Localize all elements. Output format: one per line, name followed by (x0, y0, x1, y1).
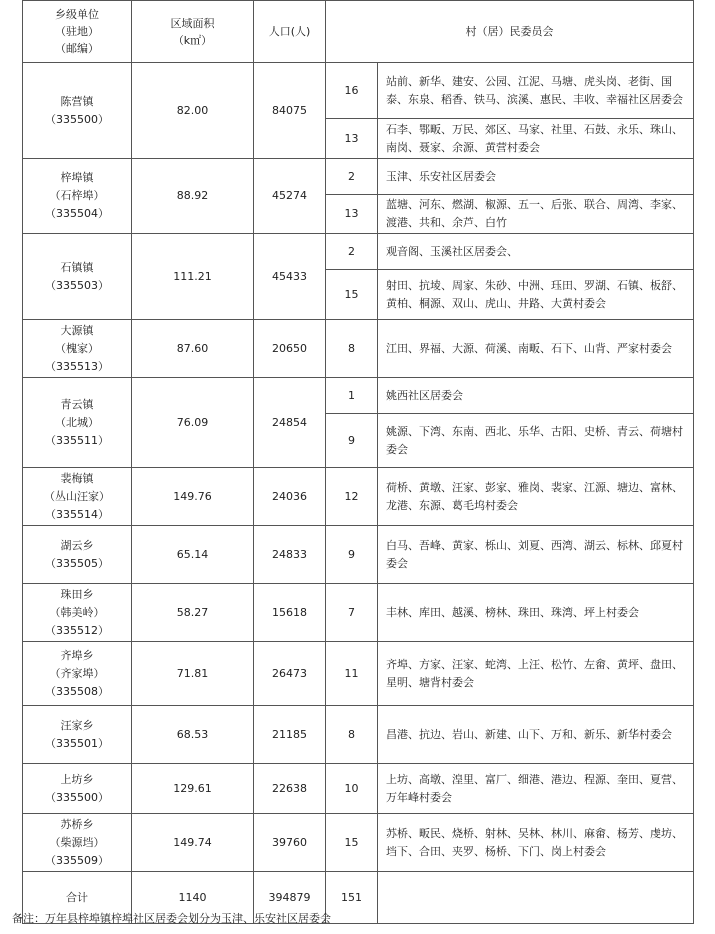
township-cell (23, 814, 132, 872)
committee-count-cell: 12 (326, 468, 378, 526)
header-unit (23, 1, 132, 63)
area-cell: 65.14 (132, 526, 254, 584)
township-seat: （槐家） (55, 341, 99, 355)
table-row (23, 468, 694, 526)
committee-list-cell: 站前、新华、建安、公园、江泥、马塘、虎头岗、老街、国泰、东泉、稻香、铁马、滨溪、惠民、丰收、幸福社区居委会 (378, 63, 694, 119)
committee-list-cell: 蓝塘、河东、燃湖、椒源、五一、后张、联合、周湾、李家、渡港、共和、余芦、白竹 (378, 195, 694, 234)
township-postcode: （335514） (45, 507, 109, 521)
township-postcode: （335512） (45, 623, 109, 637)
township-cell (23, 320, 132, 378)
total-count: 151 (326, 872, 378, 924)
township-name: 陈营镇 (60, 94, 94, 108)
township-cell (23, 159, 132, 234)
header-row (23, 1, 694, 63)
committee-list-cell: 齐埠、方家、汪家、蛇湾、上汪、松竹、左畲、黄坪、盘田、星明、塘背村委会 (378, 642, 694, 706)
total-population: 394879 (254, 872, 326, 924)
committee-list-cell: 观音阁、玉溪社区居委会、 (378, 234, 694, 270)
table-row (23, 63, 694, 119)
total-label: 合计 (23, 872, 132, 924)
township-postcode: （335500） (45, 790, 109, 804)
committee-count-cell: 10 (326, 764, 378, 814)
area-cell: 76.09 (132, 378, 254, 468)
table-row (23, 814, 694, 872)
committee-count-cell: 2 (326, 234, 378, 270)
table-row (23, 584, 694, 642)
population-cell: 39760 (254, 814, 326, 872)
table-row (23, 159, 694, 195)
total-area: 1140 (132, 872, 254, 924)
population-cell: 24833 (254, 526, 326, 584)
township-seat: （柴源垱） (49, 835, 105, 849)
township-cell (23, 764, 132, 814)
header-unit-line3: （邮编） (55, 42, 99, 55)
table-row (23, 378, 694, 414)
township-cell (23, 63, 132, 159)
committee-count-cell: 1 (326, 378, 378, 414)
population-cell: 45274 (254, 159, 326, 234)
township-postcode: （335500） (45, 112, 109, 126)
township-cell (23, 378, 132, 468)
table-row (23, 526, 694, 584)
area-cell: 82.00 (132, 63, 254, 159)
area-cell: 129.61 (132, 764, 254, 814)
header-unit-line2: （驻地） (55, 25, 99, 38)
total-empty (378, 872, 694, 924)
committee-list-cell: 玉津、乐安社区居委会 (378, 159, 694, 195)
committee-list-cell: 上坊、高墩、湟里、富厂、细港、港边、程源、奎田、夏营、万年峰村委会 (378, 764, 694, 814)
township-postcode: （335503） (45, 278, 109, 292)
committee-count-cell: 8 (326, 706, 378, 764)
committee-list-cell: 姚西社区居委会 (378, 378, 694, 414)
population-cell: 84075 (254, 63, 326, 159)
committee-count-cell: 15 (326, 814, 378, 872)
township-postcode: （335509） (45, 853, 109, 867)
population-cell: 22638 (254, 764, 326, 814)
area-cell: 111.21 (132, 234, 254, 320)
committee-list-cell: 昌港、抗边、岩山、新建、山下、万和、新乐、新华村委会 (378, 706, 694, 764)
township-cell (23, 468, 132, 526)
township-name: 珠田乡 (60, 587, 94, 601)
committee-list-cell: 姚源、下湾、东南、西北、乐华、古阳、史桥、青云、荷塘村委会 (378, 414, 694, 468)
township-name: 梓埠镇 (60, 171, 94, 184)
township-name: 齐埠乡 (60, 648, 94, 662)
township-postcode: （335501） (45, 736, 109, 750)
township-cell (23, 642, 132, 706)
township-name: 石镇镇 (60, 260, 94, 274)
committee-list-cell: 江田、界福、大源、荷溪、南畈、石下、山背、严家村委会 (378, 320, 694, 378)
township-name: 湖云乡 (60, 538, 94, 552)
table-row (23, 706, 694, 764)
committee-list-cell: 石李、鄂畈、万民、郊区、马家、社里、石鼓、永乐、珠山、南岗、聂家、余源、黄营村委会 (378, 119, 694, 159)
population-cell: 45433 (254, 234, 326, 320)
township-seat: （北城） (55, 415, 99, 429)
population-cell: 24036 (254, 468, 326, 526)
area-cell: 149.74 (132, 814, 254, 872)
township-name: 汪家乡 (60, 718, 94, 732)
committee-count-cell: 11 (326, 642, 378, 706)
footnote: 备注：万年县梓埠镇梓埠社区居委会划分为玉津、乐安社区居委会 (12, 912, 331, 925)
township-postcode: （335505） (45, 556, 109, 570)
committee-count-cell: 2 (326, 159, 378, 195)
committee-list-cell: 白马、吾峰、黄家、栎山、刘夏、西湾、湖云、标林、邱夏村委会 (378, 526, 694, 584)
population-cell: 21185 (254, 706, 326, 764)
committee-count-cell: 9 (326, 526, 378, 584)
committee-list-cell: 苏桥、畈民、烧桥、射林、吴林、林川、麻畲、杨芳、虔坊、垱下、合田、夹罗、杨桥、下门、岗上村委会 (378, 814, 694, 872)
table-row (23, 642, 694, 706)
population-cell: 26473 (254, 642, 326, 706)
table-row (23, 764, 694, 814)
township-cell (23, 584, 132, 642)
population-cell: 15618 (254, 584, 326, 642)
committee-count-cell: 7 (326, 584, 378, 642)
committee-list-cell: 荷桥、黄墩、汪家、彭家、雅岗、裴家、江源、塘边、富林、龙港、东源、葛毛坞村委会 (378, 468, 694, 526)
header-population: 人口(人) (254, 1, 326, 63)
township-seat: （齐家埠） (49, 666, 105, 680)
committee-count-cell: 8 (326, 320, 378, 378)
population-cell: 20650 (254, 320, 326, 378)
table-row (23, 234, 694, 270)
township-postcode: （335511） (45, 433, 109, 447)
area-cell: 58.27 (132, 584, 254, 642)
committee-count-cell: 13 (326, 119, 378, 159)
committee-count-cell: 13 (326, 195, 378, 234)
township-name: 苏桥乡 (60, 817, 94, 831)
area-cell: 87.60 (132, 320, 254, 378)
committee-count-cell: 15 (326, 270, 378, 320)
township-table (22, 0, 694, 924)
township-postcode: （335508） (45, 684, 109, 698)
header-committee: 村（居）民委员会 (326, 1, 694, 63)
committee-list-cell: 射田、抗堎、周家、朱砂、中洲、珏田、罗湖、石镇、板舒、黄柏、桐源、双山、虎山、井路、大黄村委会 (378, 270, 694, 320)
township-postcode: （335504） (45, 207, 109, 220)
table-row (23, 320, 694, 378)
township-cell (23, 234, 132, 320)
township-name: 青云镇 (60, 397, 94, 411)
header-area-line1: 区域面积 (170, 16, 215, 30)
committee-count-cell: 16 (326, 63, 378, 119)
population-cell: 24854 (254, 378, 326, 468)
township-seat: （韩美岭） (49, 605, 105, 619)
township-postcode: （335513） (45, 359, 109, 373)
township-cell (23, 526, 132, 584)
area-cell: 71.81 (132, 642, 254, 706)
header-area (132, 1, 254, 63)
township-seat: （丛山汪家） (44, 489, 110, 503)
township-name: 裴梅镇 (60, 471, 94, 485)
area-cell: 68.53 (132, 706, 254, 764)
township-cell (23, 706, 132, 764)
area-cell: 88.92 (132, 159, 254, 234)
header-area-line2: （k㎡） (172, 33, 213, 47)
header-unit-line1: 乡级单位 (55, 8, 99, 21)
township-seat: （石梓埠） (49, 189, 105, 202)
township-name: 大源镇 (60, 323, 94, 337)
township-name: 上坊乡 (60, 772, 94, 786)
committee-count-cell: 9 (326, 414, 378, 468)
committee-list-cell: 丰林、库田、越溪、榜林、珠田、珠湾、坪上村委会 (378, 584, 694, 642)
area-cell: 149.76 (132, 468, 254, 526)
